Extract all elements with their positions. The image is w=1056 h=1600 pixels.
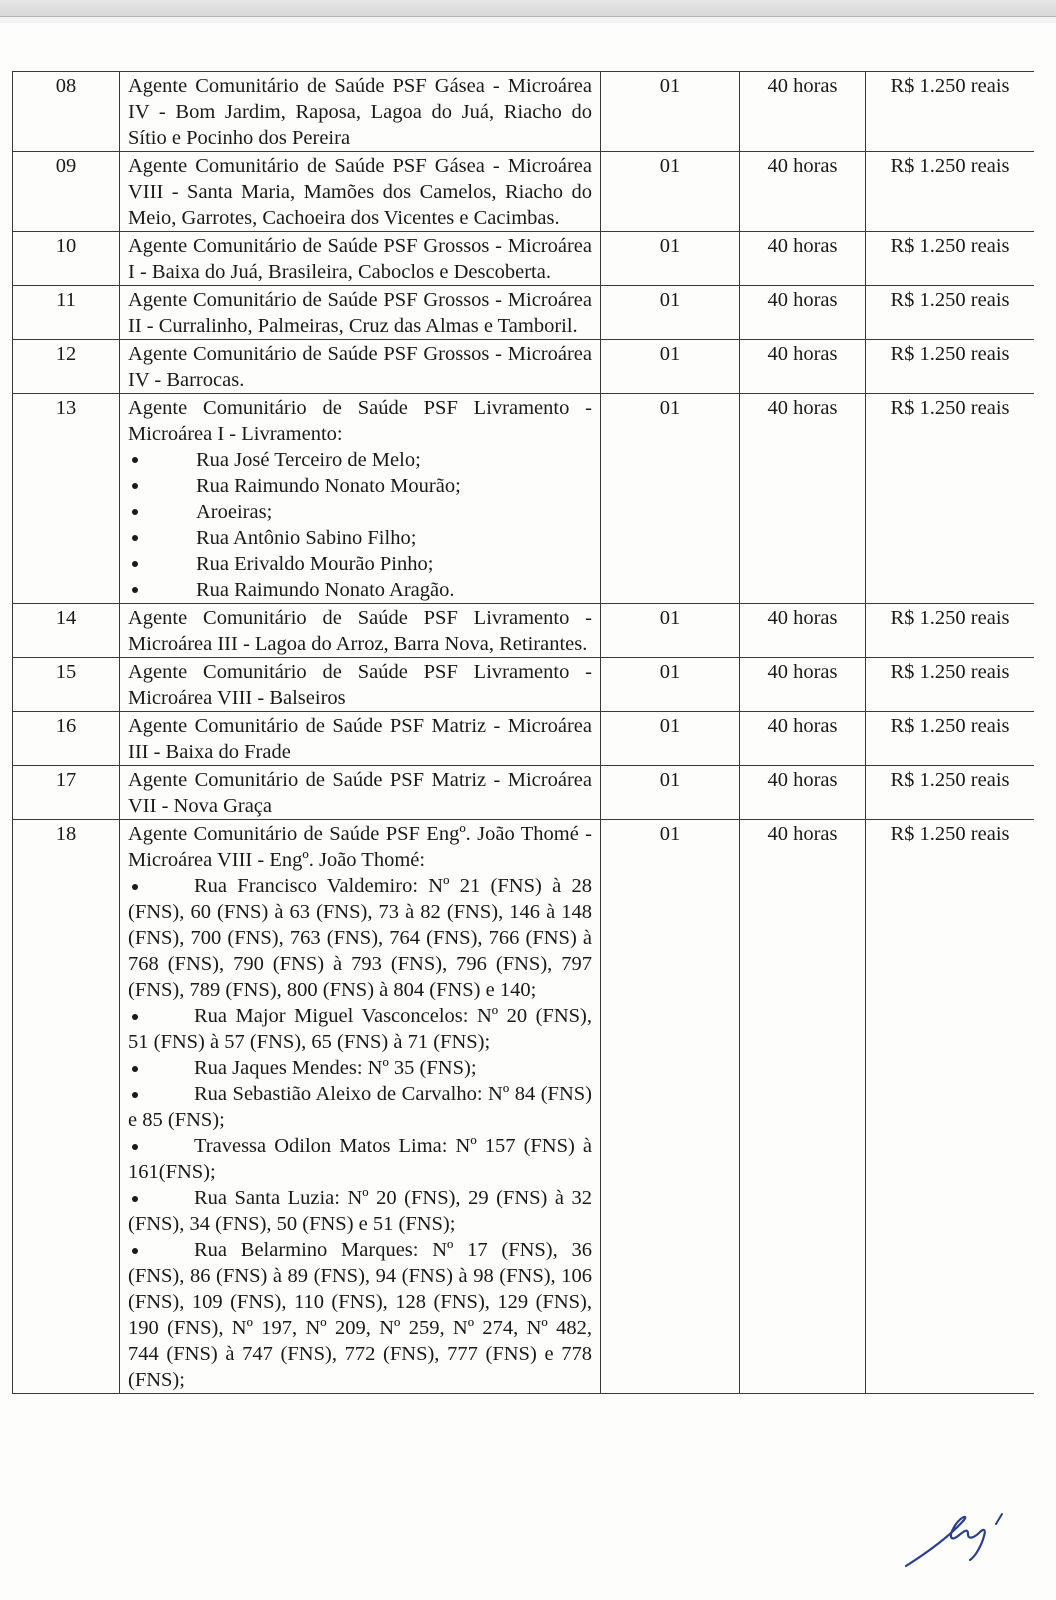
bullet-icon xyxy=(128,1194,194,1204)
street-text: Rua Antônio Sabino Filho; xyxy=(196,527,417,549)
vacancy-count: 01 xyxy=(601,658,740,712)
bullet-icon xyxy=(128,1142,194,1152)
street-text: Rua Santa Luzia: Nº 20 (FNS), 29 (FNS) à 32 (FNS), 34 (FNS), 50 (FNS) e 51 (FNS); xyxy=(128,1187,592,1235)
workload-hours: 40 horas xyxy=(740,72,866,152)
table-row xyxy=(13,766,1035,820)
street-item xyxy=(128,577,592,603)
row-number: 16 xyxy=(13,712,120,766)
position-description xyxy=(120,232,601,286)
vacancy-count: 01 xyxy=(601,712,740,766)
description-text: Agente Comunitário de Saúde PSF Matriz - Microárea VII - Nova Graça xyxy=(128,769,592,817)
signature-mark xyxy=(898,1500,1028,1580)
street-text: Rua José Terceiro de Melo; xyxy=(196,449,421,471)
street-item xyxy=(128,873,592,1003)
street-text: Rua Raimundo Nonato Mourão; xyxy=(196,475,461,497)
vacancy-table xyxy=(12,71,1034,1394)
vacancy-count: 01 xyxy=(601,286,740,340)
salary-value: R$ 1.250 reais xyxy=(866,286,1035,340)
bullet-icon xyxy=(128,1012,194,1022)
workload-hours: 40 horas xyxy=(740,766,866,820)
salary-value: R$ 1.250 reais xyxy=(866,712,1035,766)
vacancy-count: 01 xyxy=(601,820,740,1394)
workload-hours: 40 horas xyxy=(740,286,866,340)
salary-value: R$ 1.250 reais xyxy=(866,72,1035,152)
salary-value: R$ 1.250 reais xyxy=(866,820,1035,1394)
street-item xyxy=(128,1133,592,1185)
table-row xyxy=(13,286,1035,340)
vacancy-count: 01 xyxy=(601,604,740,658)
table-row xyxy=(13,232,1035,286)
scanner-top-strip xyxy=(0,0,1056,17)
position-description xyxy=(120,604,601,658)
vacancy-count: 01 xyxy=(601,394,740,604)
position-description xyxy=(120,286,601,340)
position-description xyxy=(120,766,601,820)
scanner-top-margin xyxy=(0,17,1056,23)
position-description xyxy=(120,394,601,604)
street-item xyxy=(128,1237,592,1393)
workload-hours: 40 horas xyxy=(740,820,866,1394)
workload-hours: 40 horas xyxy=(740,658,866,712)
table-row xyxy=(13,712,1035,766)
description-text: Agente Comunitário de Saúde PSF Livramento - Microárea III - Lagoa do Arroz, Barra Nova, Retirantes. xyxy=(128,607,592,655)
table-row xyxy=(13,394,1035,604)
street-text: Rua Erivaldo Mourão Pinho; xyxy=(196,553,434,575)
street-item xyxy=(128,551,592,577)
salary-value: R$ 1.250 reais xyxy=(866,232,1035,286)
street-item xyxy=(128,473,592,499)
description-text: Agente Comunitário de Saúde PSF Engº. João Thomé - Microárea VIII - Engº. João Thomé: xyxy=(128,823,592,871)
vacancy-count: 01 xyxy=(601,232,740,286)
description-text: Agente Comunitário de Saúde PSF Grossos - Microárea I - Baixa do Juá, Brasileira, Caboclos e Descoberta. xyxy=(128,235,592,283)
street-item xyxy=(128,525,592,551)
row-number: 17 xyxy=(13,766,120,820)
workload-hours: 40 horas xyxy=(740,232,866,286)
position-description xyxy=(120,820,601,1394)
street-item xyxy=(128,1081,592,1133)
salary-value: R$ 1.250 reais xyxy=(866,766,1035,820)
row-number: 08 xyxy=(13,72,120,152)
description-text: Agente Comunitário de Saúde PSF Livramento - Microárea I - Livramento: xyxy=(128,397,592,445)
position-description xyxy=(120,712,601,766)
street-item xyxy=(128,499,592,525)
street-list xyxy=(128,447,592,603)
table-row xyxy=(13,340,1035,394)
description-text: Agente Comunitário de Saúde PSF Livramento - Microárea VIII - Balseiros xyxy=(128,661,592,709)
bullet-icon xyxy=(128,1090,194,1100)
row-number: 10 xyxy=(13,232,120,286)
vacancy-count: 01 xyxy=(601,340,740,394)
bullet-icon xyxy=(128,882,194,892)
document-page xyxy=(12,71,1034,1523)
table-row xyxy=(13,604,1035,658)
street-item xyxy=(128,447,592,473)
vacancy-count: 01 xyxy=(601,72,740,152)
position-description xyxy=(120,658,601,712)
street-text: Travessa Odilon Matos Lima: Nº 157 (FNS) à 161(FNS); xyxy=(128,1135,592,1183)
street-text: Rua Francisco Valdemiro: Nº 21 (FNS) à 28 (FNS), 60 (FNS) à 63 (FNS), 73 à 82 (FNS), 146 à 148 (FNS), 700 (FNS), 763 (FNS), 764 (FNS), 766 (FNS) à 768 (FNS), 790 (FNS) à 793 (FNS), 796 (FNS), 797 (FNS), 789 (FNS), 800 (FNS) à 804 (FNS) e 140; xyxy=(128,875,592,1001)
row-number: 11 xyxy=(13,286,120,340)
salary-value: R$ 1.250 reais xyxy=(866,604,1035,658)
street-item xyxy=(128,1055,592,1081)
vacancy-count: 01 xyxy=(601,152,740,232)
salary-value: R$ 1.250 reais xyxy=(866,152,1035,232)
bullet-icon xyxy=(128,1064,194,1074)
workload-hours: 40 horas xyxy=(740,394,866,604)
description-text: Agente Comunitário de Saúde PSF Matriz - Microárea III - Baixa do Frade xyxy=(128,715,592,763)
salary-value: R$ 1.250 reais xyxy=(866,394,1035,604)
workload-hours: 40 horas xyxy=(740,604,866,658)
workload-hours: 40 horas xyxy=(740,712,866,766)
street-text: Aroeiras; xyxy=(196,501,273,523)
position-description xyxy=(120,72,601,152)
workload-hours: 40 horas xyxy=(740,152,866,232)
street-item xyxy=(128,1003,592,1055)
description-text: Agente Comunitário de Saúde PSF Grossos - Microárea IV - Barrocas. xyxy=(128,343,592,391)
street-text: Rua Belarmino Marques: Nº 17 (FNS), 36 (FNS), 86 (FNS) à 89 (FNS), 94 (FNS) à 98 (FNS), 106 (FNS), 109 (FNS), 110 (FNS), 128 (FNS), 129 (FNS), 190 (FNS), Nº 197, Nº 209, Nº 259, Nº 274, Nº 482, 744 (FNS) à 747 (FNS), 772 (FNS), 777 (FNS) e 778 (FNS); xyxy=(128,1239,592,1391)
street-text: Rua Jaques Mendes: Nº 35 (FNS); xyxy=(194,1057,477,1079)
street-text: Rua Raimundo Nonato Aragão. xyxy=(196,579,455,601)
row-number: 18 xyxy=(13,820,120,1394)
row-number: 13 xyxy=(13,394,120,604)
table-row xyxy=(13,152,1035,232)
workload-hours: 40 horas xyxy=(740,340,866,394)
bullet-icon xyxy=(128,1246,194,1256)
table-row xyxy=(13,658,1035,712)
description-text: Agente Comunitário de Saúde PSF Gásea - Microárea IV - Bom Jardim, Raposa, Lagoa do Juá, Riacho do Sítio e Pocinho dos Pereira xyxy=(128,75,592,149)
row-number: 14 xyxy=(13,604,120,658)
street-item xyxy=(128,1185,592,1237)
salary-value: R$ 1.250 reais xyxy=(866,658,1035,712)
salary-value: R$ 1.250 reais xyxy=(866,340,1035,394)
vacancy-count: 01 xyxy=(601,766,740,820)
street-list xyxy=(128,873,592,1393)
position-description xyxy=(120,152,601,232)
table-row xyxy=(13,820,1035,1394)
vacancy-table-body xyxy=(13,72,1035,1394)
row-number: 09 xyxy=(13,152,120,232)
street-text: Rua Major Miguel Vasconcelos: Nº 20 (FNS), 51 (FNS) à 57 (FNS), 65 (FNS) à 71 (FNS); xyxy=(128,1005,592,1053)
street-text: Rua Sebastião Aleixo de Carvalho: Nº 84 (FNS) e 85 (FNS); xyxy=(128,1083,592,1131)
description-text: Agente Comunitário de Saúde PSF Gásea - Microárea VIII - Santa Maria, Mamões dos Camelos, Riacho do Meio, Garrotes, Cachoeira dos Vicentes e Cacimbas. xyxy=(128,155,592,229)
row-number: 12 xyxy=(13,340,120,394)
table-row xyxy=(13,72,1035,152)
position-description xyxy=(120,340,601,394)
row-number: 15 xyxy=(13,658,120,712)
description-text: Agente Comunitário de Saúde PSF Grossos - Microárea II - Curralinho, Palmeiras, Cruz das Almas e Tamboril. xyxy=(128,289,592,337)
